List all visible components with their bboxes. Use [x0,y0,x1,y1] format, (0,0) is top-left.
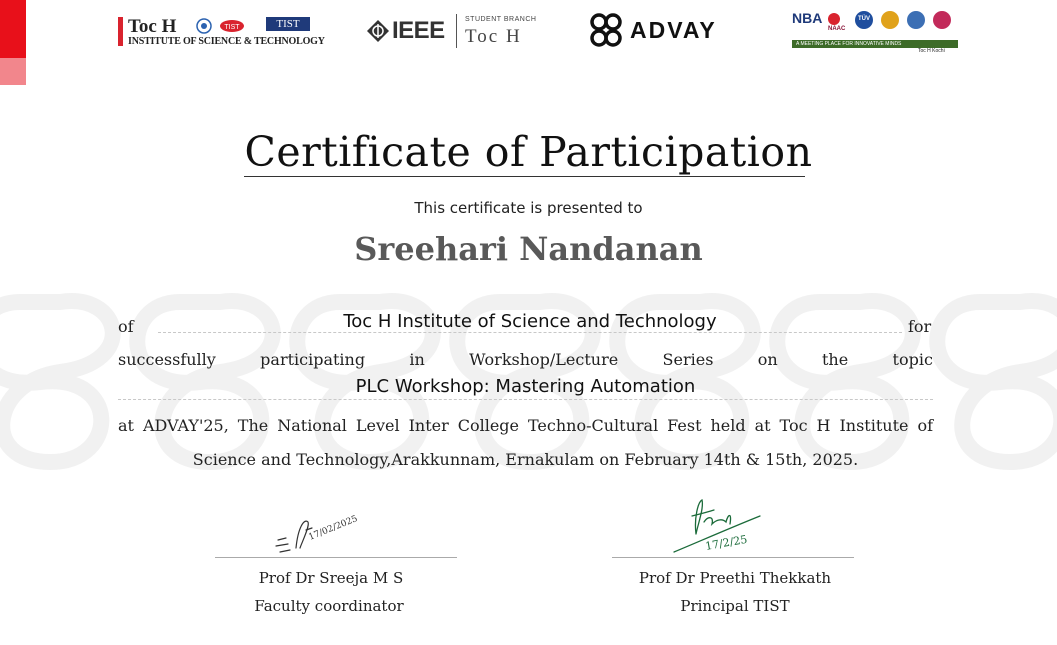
of-label: of [118,317,134,336]
participation-word: Workshop/Lecture [469,350,619,369]
participation-word: the [822,350,849,369]
advay-knot-icon [586,11,626,51]
signature-left-date: 17/02/2025 [307,514,360,543]
topic-title: PLC Workshop: Mastering Automation [355,376,696,397]
presented-text: This certificate is presented to [414,199,643,217]
for-label: for [908,317,932,336]
signatory-name-right: Prof Dr Preethi Thekkath [638,569,832,587]
ieee-branch-label: STUDENT BRANCH [465,16,537,23]
ieee-divider [456,14,457,48]
signature-right-date: 17/2/25 [704,532,749,553]
toch-institute-logo [118,16,325,48]
institution-name: Toc H Institute of Science and Technology [343,311,717,332]
ieee-wordmark: IEEE [392,17,445,44]
participation-word: Series [662,350,714,369]
participation-word: on [757,350,778,369]
recipient-name: Sreehari Nandanan [354,230,703,268]
tist-badge: TIST [266,17,310,31]
ieee-branch-name: Toc H [465,26,522,47]
nba-logo-text: NBA [792,10,823,26]
toch-logo-bar [118,17,123,46]
signature-line-right [612,557,854,558]
svg-text:TIST: TIST [224,24,240,31]
participation-word: successfully [118,350,216,369]
signature-left [268,498,368,558]
signatory-name-left: Prof Dr Sreeja M S [258,569,404,587]
signature-right [668,494,768,558]
toch-logo-subtitle: INSTITUTE OF SCIENCE & TECHNOLOGY [128,36,325,47]
naac-logo-text: NAAC [828,26,846,32]
signatory-role-right: Principal TIST [680,597,790,615]
signature-line-left [215,557,457,558]
certificate-title: Certificate of Participation [244,128,813,176]
institution-dashed-line [158,332,902,333]
event-description-line1: at ADVAY'25, The National Level Inter College Techno-Cultural Fest held at Toc H Institute of [118,416,933,435]
title-underline [244,176,805,177]
signatory-role-left: Faculty coordinator [254,597,404,615]
advay-logo [586,11,741,51]
accreditation-seals-icon [824,10,958,38]
ieee-diamond-icon [366,19,390,43]
participation-word: topic [892,350,933,369]
corner-accent-red [0,0,26,58]
event-description-line2: Science and Technology,Arakkunnam, Ernakulam on February 14th & 15th, 2025. [192,450,859,469]
tagline-text: A MEETING PLACE FOR INNOVATIVE MINDS [796,41,902,47]
participation-word: in [409,350,425,369]
tuv-logo-text: TÜV [858,16,870,22]
accreditation-logos [792,10,958,54]
participation-word: participating [260,350,366,369]
corner-accent-pink [0,58,26,85]
toch-kochi-footer: Toc H Kochi [918,48,945,54]
tagline-bar [792,40,958,48]
toch-emblems-icon [196,18,258,34]
ieee-student-branch-logo [366,12,536,50]
topic-dashed-line [118,399,933,400]
advay-wordmark: ADVAY [630,17,717,43]
participation-line [118,350,933,369]
toch-logo-name: Toc H [128,16,177,37]
